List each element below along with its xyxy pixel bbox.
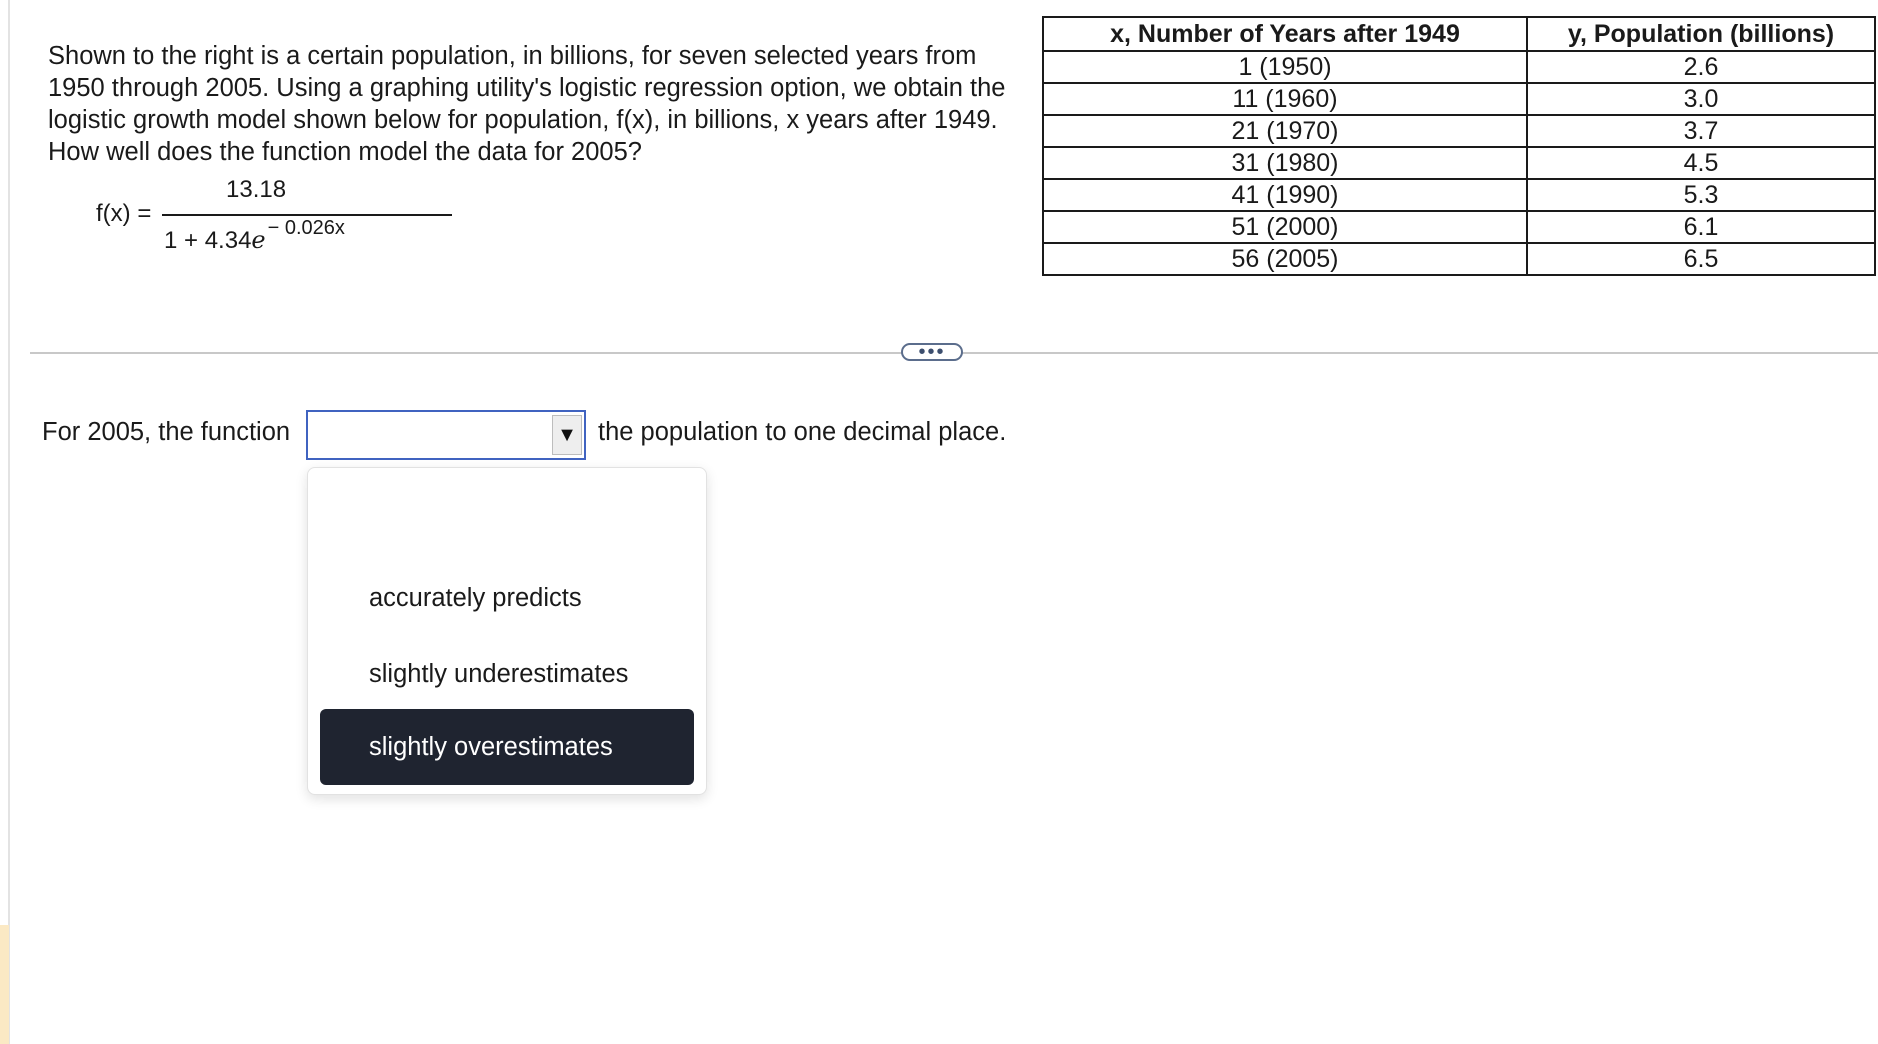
table-row [1043,179,1875,211]
left-border [8,0,10,1044]
dropdown-menu [307,467,707,795]
table-cell-y: 4.5 [1527,147,1875,179]
expand-button[interactable]: ••• [901,343,963,361]
question-prefix: For 2005, the function [42,418,291,446]
table-cell-x: 41 (1990) [1043,179,1527,211]
table-cell-x: 21 (1970) [1043,115,1527,147]
table-cell-x: 11 (1960) [1043,83,1527,115]
table-row [1043,115,1875,147]
table-cell-y: 3.0 [1527,83,1875,115]
dropdown-option-slightly-overestimates[interactable]: slightly overestimates [320,709,694,785]
table-cell-y: 6.1 [1527,211,1875,243]
dropdown-option-accurately-predicts[interactable]: accurately predicts [369,583,582,612]
answer-select[interactable] [306,410,586,460]
question-suffix: the population to one decimal place. [598,418,1007,446]
dropdown-option-slightly-underestimates[interactable]: slightly underestimates [369,659,629,688]
table-cell-x: 51 (2000) [1043,211,1527,243]
euler-e: e [251,226,266,254]
table-cell-y: 2.6 [1527,51,1875,83]
problem-statement: Shown to the right is a certain population, in billions, for seven selected years from 1950 through 2005. Using a graphing utility's logistic regression option, we obtain the logistic growth model shown below for population, f(x), in billions, x years after 1949. How well does the function model the data for 2005? [48,42,1006,166]
table-row [1043,83,1875,115]
formula-exponent: − 0.026x [267,217,345,239]
table-cell-y: 3.7 [1527,115,1875,147]
table-cell-y: 6.5 [1527,243,1875,275]
chevron-down-icon[interactable]: ▼ [552,415,582,455]
table-cell-x: 1 (1950) [1043,51,1527,83]
table-cell-x: 31 (1980) [1043,147,1527,179]
formula-lhs: f(x) = [96,200,152,227]
fraction-bar [162,214,452,216]
left-accent-bar [0,925,9,1044]
population-data-table [1042,16,1876,276]
denominator-base: 1 + 4.34 [164,227,252,254]
table-cell-x: 56 (2005) [1043,243,1527,275]
column-header-x: x, Number of Years after 1949 [1043,17,1527,51]
table-row [1043,147,1875,179]
table-row [1043,243,1875,275]
table-header-row [1043,17,1875,51]
table-row [1043,211,1875,243]
table-row [1043,51,1875,83]
column-header-y: y, Population (billions) [1527,17,1875,51]
formula-denominator [164,217,345,255]
formula-numerator: 13.18 [226,176,287,203]
table-cell-y: 5.3 [1527,179,1875,211]
